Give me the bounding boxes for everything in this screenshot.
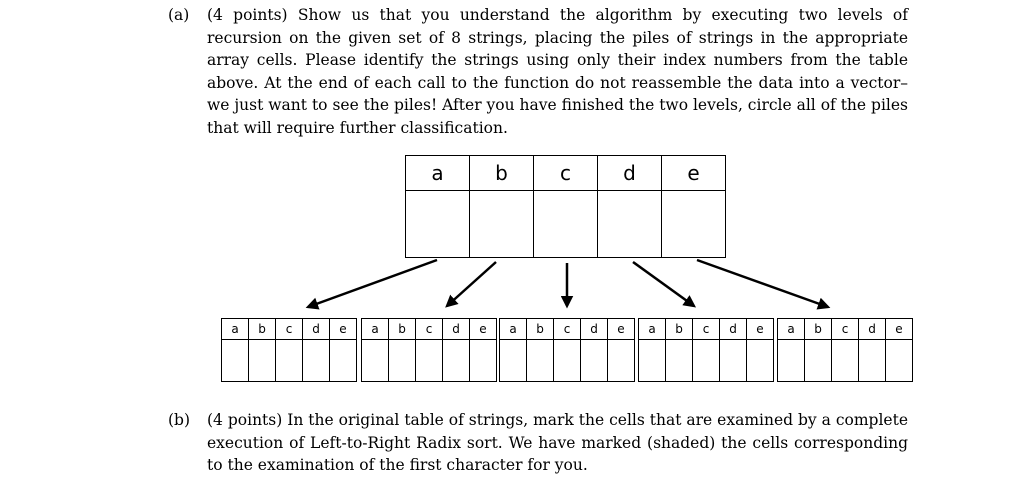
arrow-e — [697, 260, 828, 307]
sub-header: d — [303, 319, 330, 340]
sub-cell[interactable] — [693, 340, 720, 382]
sub-header: d — [581, 319, 608, 340]
sub-cell[interactable] — [249, 340, 276, 382]
sub-header: c — [276, 319, 303, 340]
sub-cell[interactable] — [443, 340, 470, 382]
sub-cell[interactable] — [527, 340, 554, 382]
sub-header: e — [608, 319, 635, 340]
sub-header: e — [886, 319, 913, 340]
sub-cell[interactable] — [554, 340, 581, 382]
sub-header: e — [470, 319, 497, 340]
sub-header: b — [249, 319, 276, 340]
sub-cell[interactable] — [886, 340, 913, 382]
sub-cell[interactable] — [778, 340, 805, 382]
sub-cell[interactable] — [330, 340, 357, 382]
sub-cell[interactable] — [666, 340, 693, 382]
sub-header: b — [666, 319, 693, 340]
part-b-label: (b) — [168, 411, 191, 429]
top-header-b: b — [470, 156, 534, 191]
sub-header: d — [859, 319, 886, 340]
sub-header: c — [554, 319, 581, 340]
top-header-d: d — [598, 156, 662, 191]
arrow-a — [308, 260, 437, 307]
sub-header: b — [805, 319, 832, 340]
sub-cell[interactable] — [859, 340, 886, 382]
sub-header: d — [720, 319, 747, 340]
top-header-c: c — [534, 156, 598, 191]
sub-array-c — [499, 318, 635, 382]
sub-header: a — [639, 319, 666, 340]
sub-header: c — [832, 319, 859, 340]
part-b-text: (4 points) In the original table of strings, mark the cells that are examined by a complete execution of Left-to-Right Radix sort. We have marked (shaded) the cells corresponding to the examination of the first character for you. — [207, 411, 908, 474]
sub-header: a — [778, 319, 805, 340]
sub-header: c — [693, 319, 720, 340]
part-a-text: (4 points) Show us that you understand the algorithm by executing two levels of recursion on the given set of 8 strings, placing the piles of strings in the appropriate array cells. Please identify the strings using only their index numbers from the table above. At the end of each call to the function do not reassemble the data into a vector–we just want to see the piles! After you have finished the two levels, circle all of the piles that will require further classification. — [207, 6, 908, 137]
sub-array-d — [638, 318, 774, 382]
sub-cell[interactable] — [639, 340, 666, 382]
arrow-d — [633, 262, 694, 306]
sub-cell[interactable] — [832, 340, 859, 382]
arrow-b — [447, 262, 496, 306]
sub-header: c — [416, 319, 443, 340]
sub-header: b — [527, 319, 554, 340]
sub-header: d — [443, 319, 470, 340]
part-a-label: (a) — [168, 6, 190, 24]
sub-cell[interactable] — [720, 340, 747, 382]
sub-cell[interactable] — [805, 340, 832, 382]
sub-cell[interactable] — [276, 340, 303, 382]
sub-cell[interactable] — [470, 340, 497, 382]
sub-cell[interactable] — [389, 340, 416, 382]
sub-cell[interactable] — [608, 340, 635, 382]
sub-array-a — [221, 318, 357, 382]
sub-header: e — [330, 319, 357, 340]
sub-cell[interactable] — [416, 340, 443, 382]
sub-array-b — [361, 318, 497, 382]
sub-header: e — [747, 319, 774, 340]
top-header-e: e — [662, 156, 726, 191]
sub-header: a — [222, 319, 249, 340]
sub-cell[interactable] — [222, 340, 249, 382]
sub-cell[interactable] — [362, 340, 389, 382]
question-part-b — [168, 409, 908, 477]
sub-cell[interactable] — [500, 340, 527, 382]
sub-cell[interactable] — [747, 340, 774, 382]
top-header-a: a — [406, 156, 470, 191]
sub-header: b — [389, 319, 416, 340]
sub-array-e — [777, 318, 913, 382]
sub-cell[interactable] — [303, 340, 330, 382]
sub-header: a — [362, 319, 389, 340]
sub-cell[interactable] — [581, 340, 608, 382]
sub-header: a — [500, 319, 527, 340]
